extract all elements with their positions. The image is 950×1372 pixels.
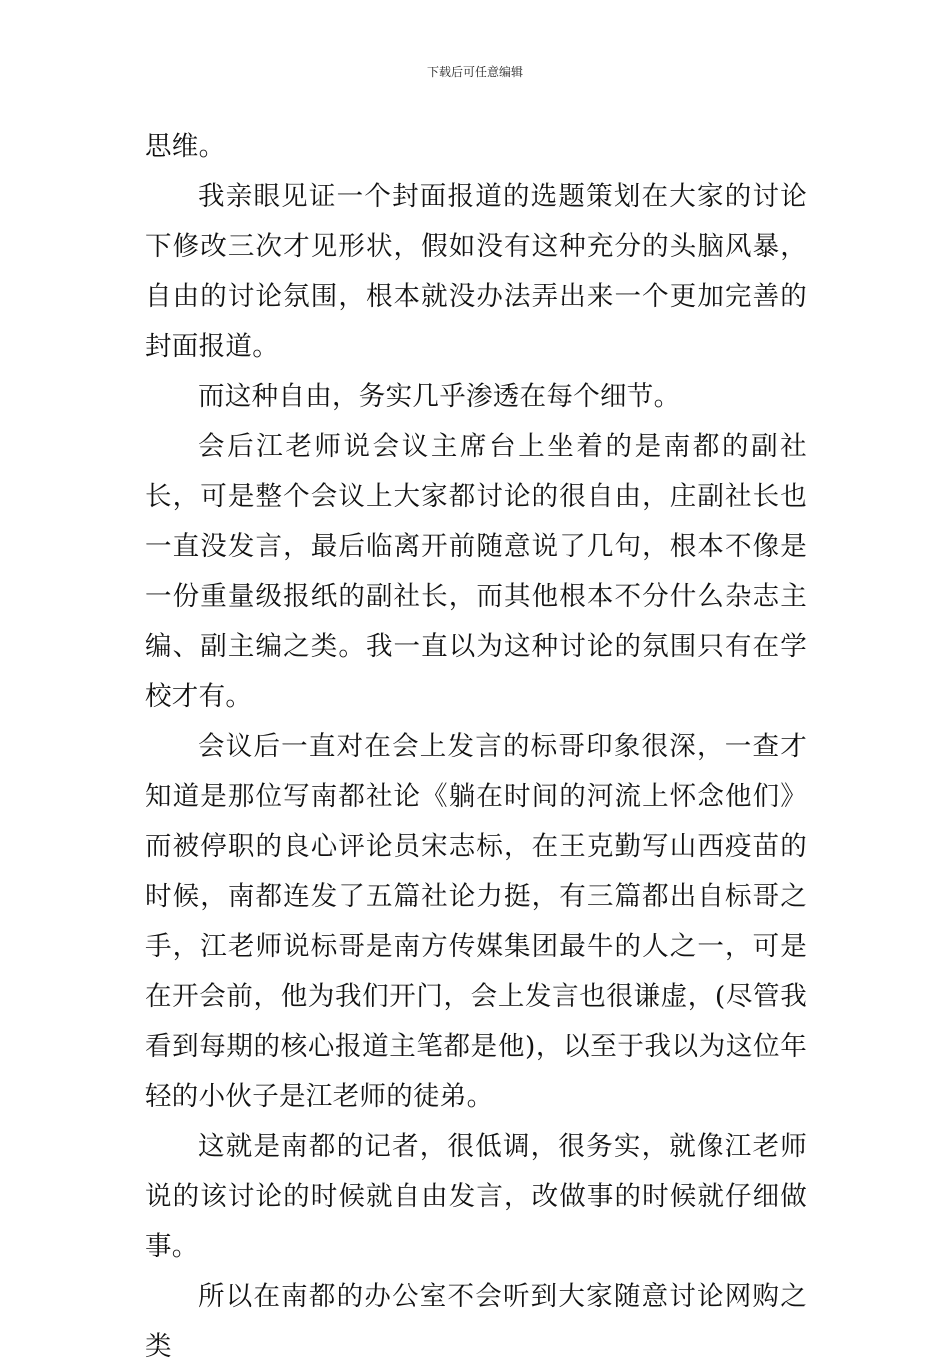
paragraph-5: 会议后一直对在会上发言的标哥印象很深，一查才知道是那位写南都社论《躺在时间的河流上怀念他们》而被停职的良心评论员宋志标，在王克勤写山西疫苗的时候，南都连发了五篇社论力挺，有三篇都出自标哥之手，江老师说标哥是南方传媒集团最牛的人之一，可是在开会前，他为我们开门，会上发言也很谦虚，(尽管我看到每期的核心报道主笔都是他)，以至于我以为这位年轻的小伙子是江老师的徒弟。 xyxy=(145,731,807,1112)
paragraph-1: 思维。 xyxy=(145,131,226,162)
paragraph-2: 我亲眼见证一个封面报道的选题策划在大家的讨论下修改三次才见形状，假如没有这种充分的头脑风暴，自由的讨论氛围，根本就没办法弄出来一个更加完善的封面报道。 xyxy=(145,181,807,362)
paragraph-6: 这就是南都的记者，很低调，很务实，就像江老师说的该讨论的时候就自由发言，改做事的时候就仔细做事。 xyxy=(145,1131,807,1262)
paragraph-4: 会后江老师说会议主席台上坐着的是南都的副社长，可是整个会议上大家都讨论的很自由，庄副社长也一直没发言，最后临离开前随意说了几句，根本不像是一份重量级报纸的副社长，而其他根本不分什么杂志主编、副主编之类。我一直以为这种讨论的氛围只有在学校才有。 xyxy=(145,431,807,712)
page-header: 下载后可任意编辑 xyxy=(426,65,523,79)
paragraph-3: 而这种自由，务实几乎渗透在每个细节。 xyxy=(198,381,681,412)
document-body xyxy=(145,122,807,1372)
paragraph-7: 所以在南都的办公室不会听到大家随意讨论网购之类 xyxy=(145,1281,807,1362)
